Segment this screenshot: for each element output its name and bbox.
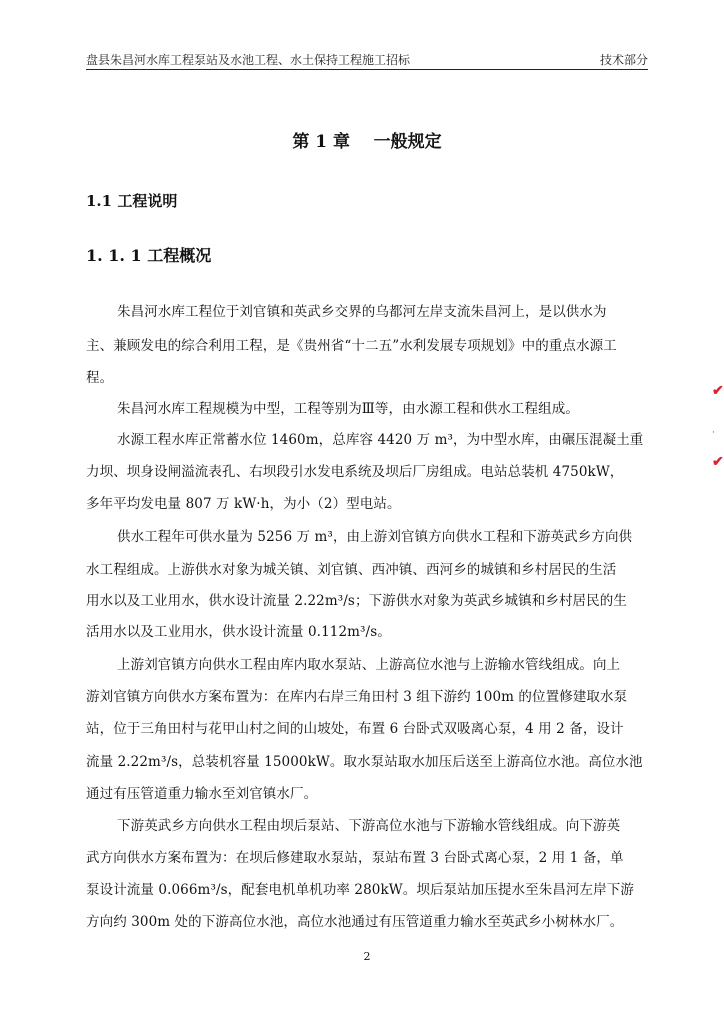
body-line: 泵设计流量 0.066m³/s，配套电机单机功率 280kW。坝后泵站加压提水至朱昌河左岸下游 [86,882,634,898]
body-line: 朱昌河水库工程位于刘官镇和英武乡交界的乌都河左岸支流朱昌河上，是以供水为 [117,304,607,320]
body-line: 方向约 300m 处的下游高位水池，高位水池通过有压管道重力输水至英武乡小树林水厂。 [86,914,624,930]
body-line: 游刘官镇方向供水方案布置为：在库内右岸三角田村 3 组下游约 100m 的位置修建取水泵 [86,689,628,705]
body-line: 站，位于三角田村与花甲山村之间的山坡处，布置 6 台卧式双吸离心泵，4 用 2 备，设计 [86,721,624,737]
body-line: 主、兼顾发电的综合利用工程，是《贵州省“十二五”水利发展专项规划》中的重点水源工 [86,338,617,354]
body-line: 流量 2.22m³/s，总装机容量 15000kW。取水泵站取水加压后送至上游高位水池。高位水池 [86,754,643,770]
body-line: 多年平均发电量 807 万 kW·h，为小（2）型电站。 [86,496,401,512]
chapter-title: 第 1 章 一般规定 [292,132,442,152]
header-section-label: 技术部分 [599,53,648,67]
body-line: 上游刘官镇方向供水工程由库内取水泵站、上游高位水池与上游输水管线组成。向上 [117,657,621,673]
margin-stamp-fragment: ✔ [712,383,724,399]
margin-stamp-fragment: · [712,428,715,438]
section-heading: 1.1 工程说明 [86,192,178,210]
body-line: 力坝、坝身设闸溢流表孔、右坝段引水发电系统及坝后厂房组成。电站总装机 4750kW， [86,464,624,480]
body-line: 武方向供水方案布置为：在坝后修建取水泵站，泵站布置 3 台卧式离心泵，2 用 1 备，单 [86,850,624,866]
body-line: 朱昌河水库工程规模为中型，工程等别为Ⅲ等，由水源工程和供水工程组成。 [117,401,579,417]
header-document-title: 盘县朱昌河水库工程泵站及水池工程、水土保持工程施工招标 [86,53,411,67]
body-line: 活用水以及工业用水，供水设计流量 0.112m³/s。 [86,624,391,640]
body-line: 下游英武乡方向供水工程由坝后泵站、下游高位水池与下游输水管线组成。向下游英 [117,818,621,834]
body-line: 供水工程年可供水量为 5256 万 m³，由上游刘官镇方向供水工程和下游英武乡方向供 [117,529,633,545]
margin-stamp-fragment: ✔ [712,454,724,470]
header-divider [86,69,648,70]
subsection-heading: 1. 1. 1 工程概况 [86,246,212,265]
page-number: 2 [363,950,371,963]
body-line: 通过有压管道重力输水至刘官镇水厂。 [86,786,318,802]
body-line: 用水以及工业用水，供水设计流量 2.22m³/s；下游供水对象为英武乡城镇和乡村居民的生 [86,593,627,609]
page-header [86,52,648,70]
body-line: 水源工程水库正常蓄水位 1460m，总库容 4420 万 m³，为中型水库，由碾压混凝土重 [117,432,644,448]
body-line: 水工程组成。上游供水对象为城关镇、刘官镇、西冲镇、西河乡的城镇和乡村居民的生活 [86,562,617,578]
body-line: 程。 [86,370,114,386]
